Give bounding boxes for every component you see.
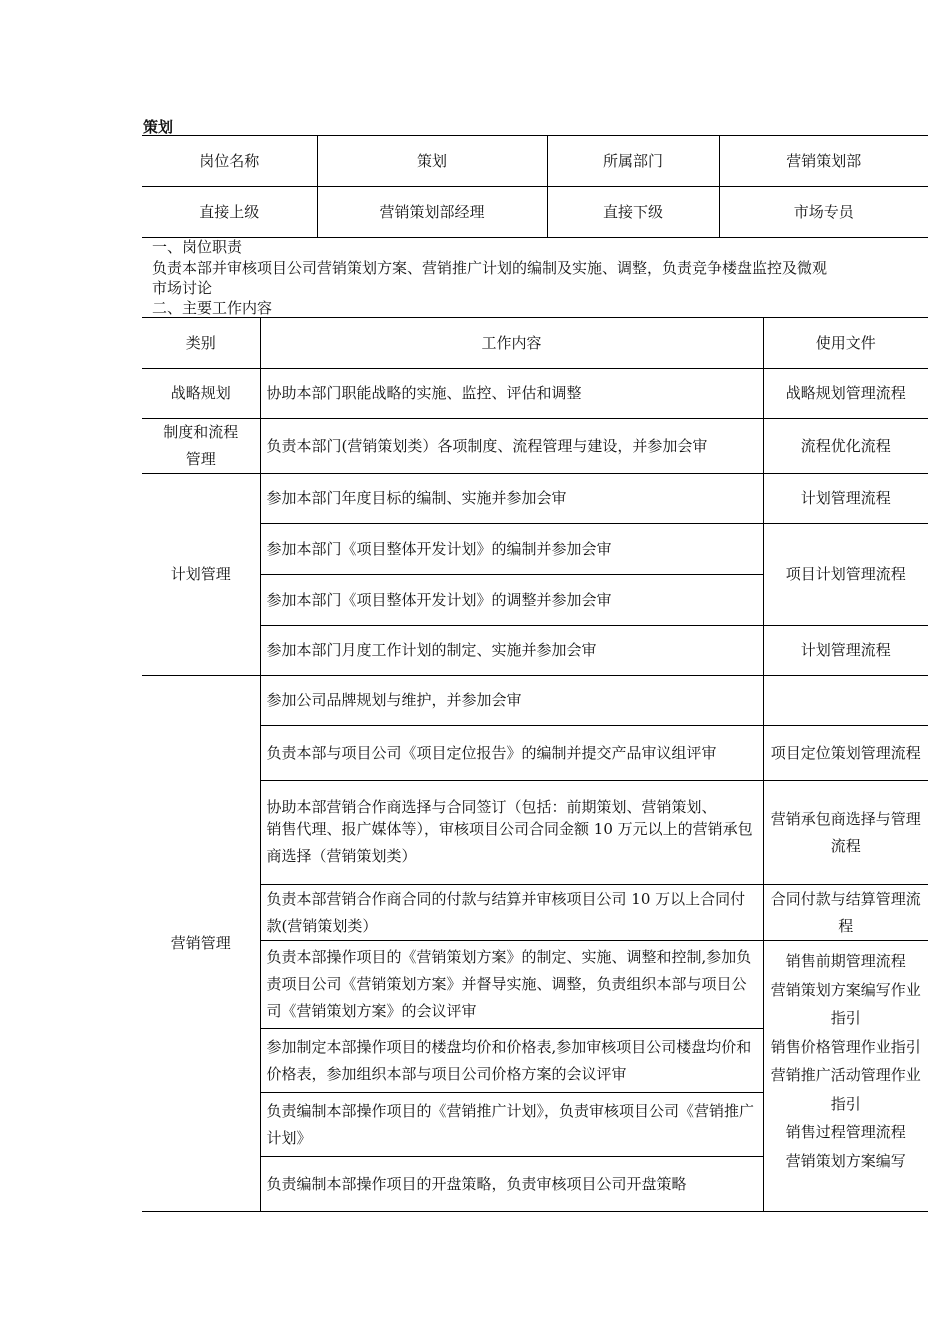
- info-row-1: [142, 136, 928, 187]
- file-cell: 计划管理流程: [763, 626, 928, 676]
- label-direct-subordinate: 直接下级: [547, 187, 719, 238]
- info-row-2: [142, 187, 928, 238]
- table-row: [142, 369, 928, 419]
- value-position-name: 策划: [317, 136, 547, 187]
- content-cell: 负责本部与项目公司《项目定位报告》的编制并提交产品审议组评审: [260, 726, 763, 781]
- file-cell: [763, 676, 928, 726]
- file-cell: 战略规划管理流程: [763, 369, 928, 419]
- content-cell: 参加本部门《项目整体开发计划》的调整并参加会审: [260, 575, 763, 626]
- content-line: 协助本部营销合作商选择与合同签订（包括：前期策划、营销策划、: [266, 798, 717, 816]
- table-row: [142, 885, 928, 941]
- table-row: [142, 419, 928, 474]
- category-cell: 战略规划: [142, 369, 260, 419]
- content-cell: 负责本部门(营销策划类）各项制度、流程管理与建设，并参加会审: [260, 419, 763, 474]
- file-item: 营销推广活动管理作业指引: [770, 1066, 921, 1113]
- file-item: 销售过程管理流程: [785, 1123, 906, 1141]
- table-row: [142, 941, 928, 1029]
- content-cell: 负责本部营销合作商合同的付款与结算并审核项目公司 10 万以上合同付款(营销策划类）: [260, 885, 763, 941]
- header-category: 类别: [142, 318, 260, 369]
- content-line: 销售代理、报广媒体等），审核项目公司合同金额 10 万元以上的营销承包商选择（营销策划类）: [266, 820, 753, 865]
- file-cell: 营销承包商选择与管理流程: [763, 781, 928, 885]
- content-cell: 负责编制本部操作项目的开盘策略，负责审核项目公司开盘策略: [260, 1157, 763, 1212]
- value-direct-subordinate: 市场专员: [719, 187, 928, 238]
- file-item: 营销策划方案编写作业指引: [770, 980, 921, 1027]
- header-files: 使用文件: [763, 318, 928, 369]
- table-row: [142, 781, 928, 885]
- category-line: 管理: [185, 450, 216, 468]
- label-direct-superior: 直接上级: [142, 187, 317, 238]
- label-department: 所属部门: [547, 136, 719, 187]
- file-cell: 合同付款与结算管理流程: [763, 885, 928, 941]
- content-cell: 协助本部门职能战略的实施、监控、评估和调整: [260, 369, 763, 419]
- file-item: 营销策划方案编写: [785, 1151, 906, 1170]
- file-cell: 项目定位策划管理流程: [763, 726, 928, 781]
- file-item: 销售价格管理作业指引: [770, 1037, 921, 1056]
- table-row: [142, 474, 928, 524]
- file-cell: [763, 941, 928, 1212]
- header-content: 工作内容: [260, 318, 763, 369]
- document-title: 策划: [143, 118, 174, 136]
- file-cell: 计划管理流程: [763, 474, 928, 524]
- table-row: [142, 524, 928, 575]
- section1-line1: 负责本部并审核项目公司营销策划方案、营销推广计划的编制及实施、调整，负责竞争楼盘监控及微观: [152, 259, 828, 277]
- table-header-row: [142, 318, 928, 369]
- section1-heading: 一、岗位职责: [152, 238, 243, 256]
- file-item: 销售前期管理流程: [785, 952, 906, 970]
- content-cell: 参加本部门月度工作计划的制定、实施并参加会审: [260, 626, 763, 676]
- table-row: [142, 726, 928, 781]
- section1-line2: 市场讨论: [152, 279, 213, 297]
- content-cell: 负责本部操作项目的《营销策划方案》的制定、实施、调整和控制,参加负责项目公司《营销策划方案》并督导实施、调整，负责组织本部与项目公司《营销策划方案》的会议评审: [260, 941, 763, 1029]
- content-cell: 负责编制本部操作项目的《营销推广计划》，负责审核项目公司《营销推广计划》: [260, 1093, 763, 1157]
- content-cell: 参加公司品牌规划与维护，并参加会审: [260, 676, 763, 726]
- position-info-table: [142, 135, 928, 238]
- file-cell: 流程优化流程: [763, 419, 928, 474]
- value-direct-superior: 营销策划部经理: [317, 187, 547, 238]
- value-department: 营销策划部: [719, 136, 928, 187]
- work-content-table: [142, 317, 928, 1212]
- content-cell: 参加制定本部操作项目的楼盘均价和价格表,参加审核项目公司楼盘均价和价格表，参加组织本部与项目公司价格方案的会议评审: [260, 1029, 763, 1093]
- category-line: 制度和流程: [163, 423, 239, 441]
- category-cell: [142, 419, 260, 474]
- content-cell: 参加本部门《项目整体开发计划》的编制并参加会审: [260, 524, 763, 575]
- category-cell: 营销管理: [142, 676, 260, 1212]
- file-cell: 项目计划管理流程: [763, 524, 928, 626]
- label-position-name: 岗位名称: [142, 136, 317, 187]
- table-row: [142, 676, 928, 726]
- category-cell: 计划管理: [142, 474, 260, 676]
- table-row: [142, 626, 928, 676]
- section2-heading: 二、主要工作内容: [152, 299, 273, 317]
- content-cell: [260, 781, 763, 885]
- content-cell: 参加本部门年度目标的编制、实施并参加会审: [260, 474, 763, 524]
